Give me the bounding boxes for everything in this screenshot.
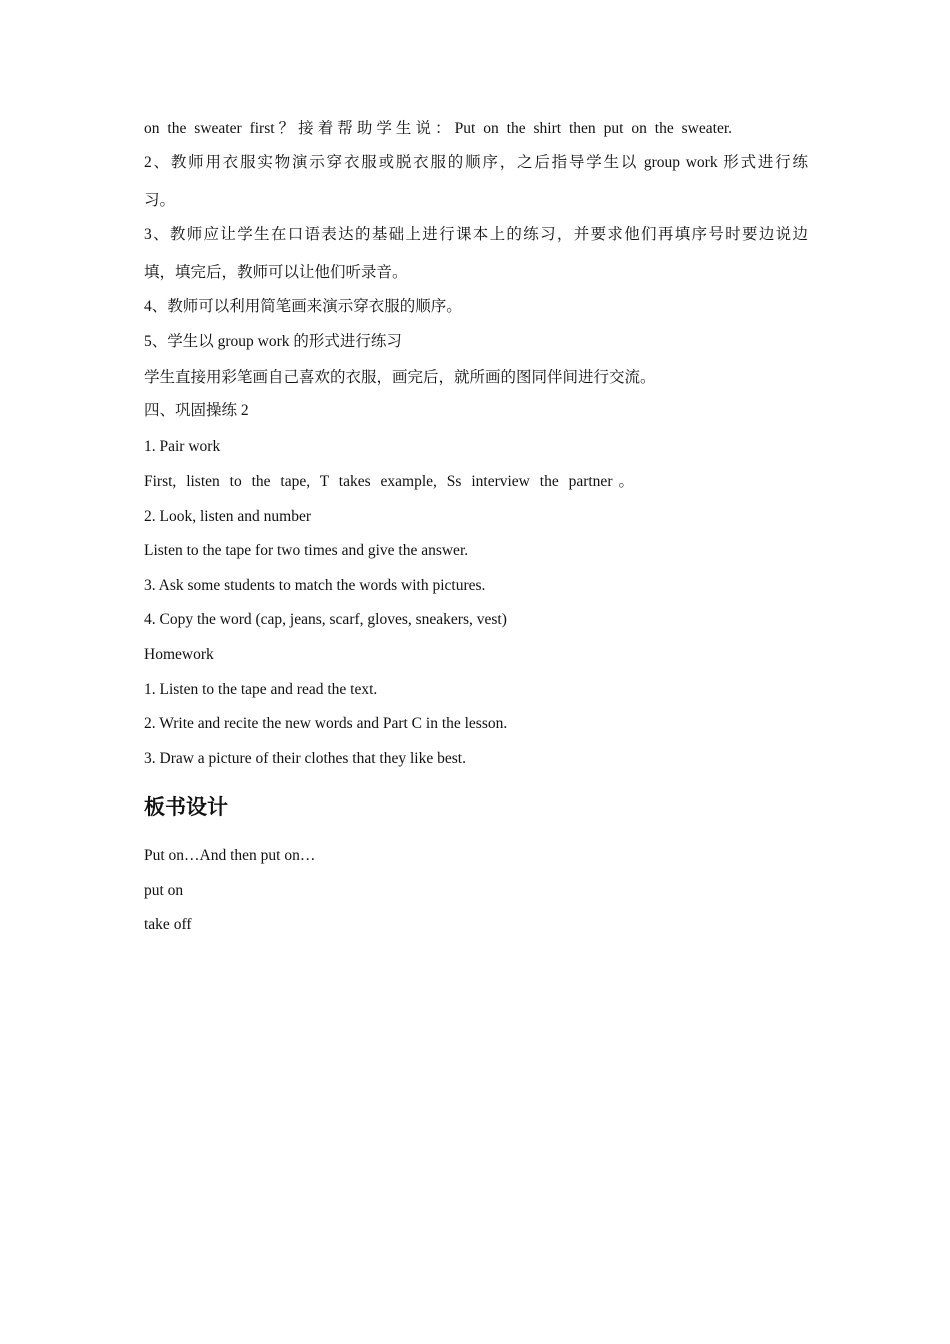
text-line-15: 4. Copy the word (cap, jeans, scarf, gloves, sneakers, vest) <box>144 611 507 628</box>
text-line-6: 4、教师可以利用简笔画来演示穿衣服的顺序。 <box>144 298 462 315</box>
text-line-13: Listen to the tape for two times and give the answer. <box>144 542 469 559</box>
board-line-1: Put on…And then put on… <box>144 847 316 864</box>
text-line-2: 2、教师用衣服实物演示穿衣服或脱衣服的顺序，之后指导学生以 group work 形式进行练 <box>144 154 808 171</box>
text-line-4: 3、教师应让学生在口语表达的基础上进行课本上的练习，并要求他们再填序号时要边说边 <box>144 226 808 243</box>
homework-item-3: 3. Draw a picture of their clothes that they like best. <box>144 750 466 767</box>
homework-item-2: 2. Write and recite the new words and Part C in the lesson. <box>144 715 508 732</box>
text-line-5: 填，填完后，教师可以让他们听录音。 <box>144 264 408 281</box>
board-line-2: put on <box>144 882 184 899</box>
section-title-consolidation: 四、巩固操练 2 <box>144 402 249 419</box>
homework-label: Homework <box>144 646 214 663</box>
text-line-10: 1. Pair work <box>144 438 221 455</box>
board-design-heading: 板书设计 <box>144 795 228 819</box>
text-line-8: 学生直接用彩笔画自己喜欢的衣服，画完后，就所画的图同伴间进行交流。 <box>144 369 656 386</box>
text-line-7: 5、学生以 group work 的形式进行练习 <box>144 333 402 350</box>
text-line-3: 习。 <box>144 192 176 209</box>
text-line-12: 2. Look, listen and number <box>144 508 312 525</box>
text-line-14: 3. Ask some students to match the words with pictures. <box>144 577 486 594</box>
text-line-11: First, listen to the tape, T takes example, Ss interview the partner。 <box>144 473 634 490</box>
text-line-1: on the sweater first？接着帮助学生说：Put on the shirt then put on the sweater. <box>144 120 732 137</box>
board-line-3: take off <box>144 916 192 933</box>
homework-item-1: 1. Listen to the tape and read the text. <box>144 681 378 698</box>
